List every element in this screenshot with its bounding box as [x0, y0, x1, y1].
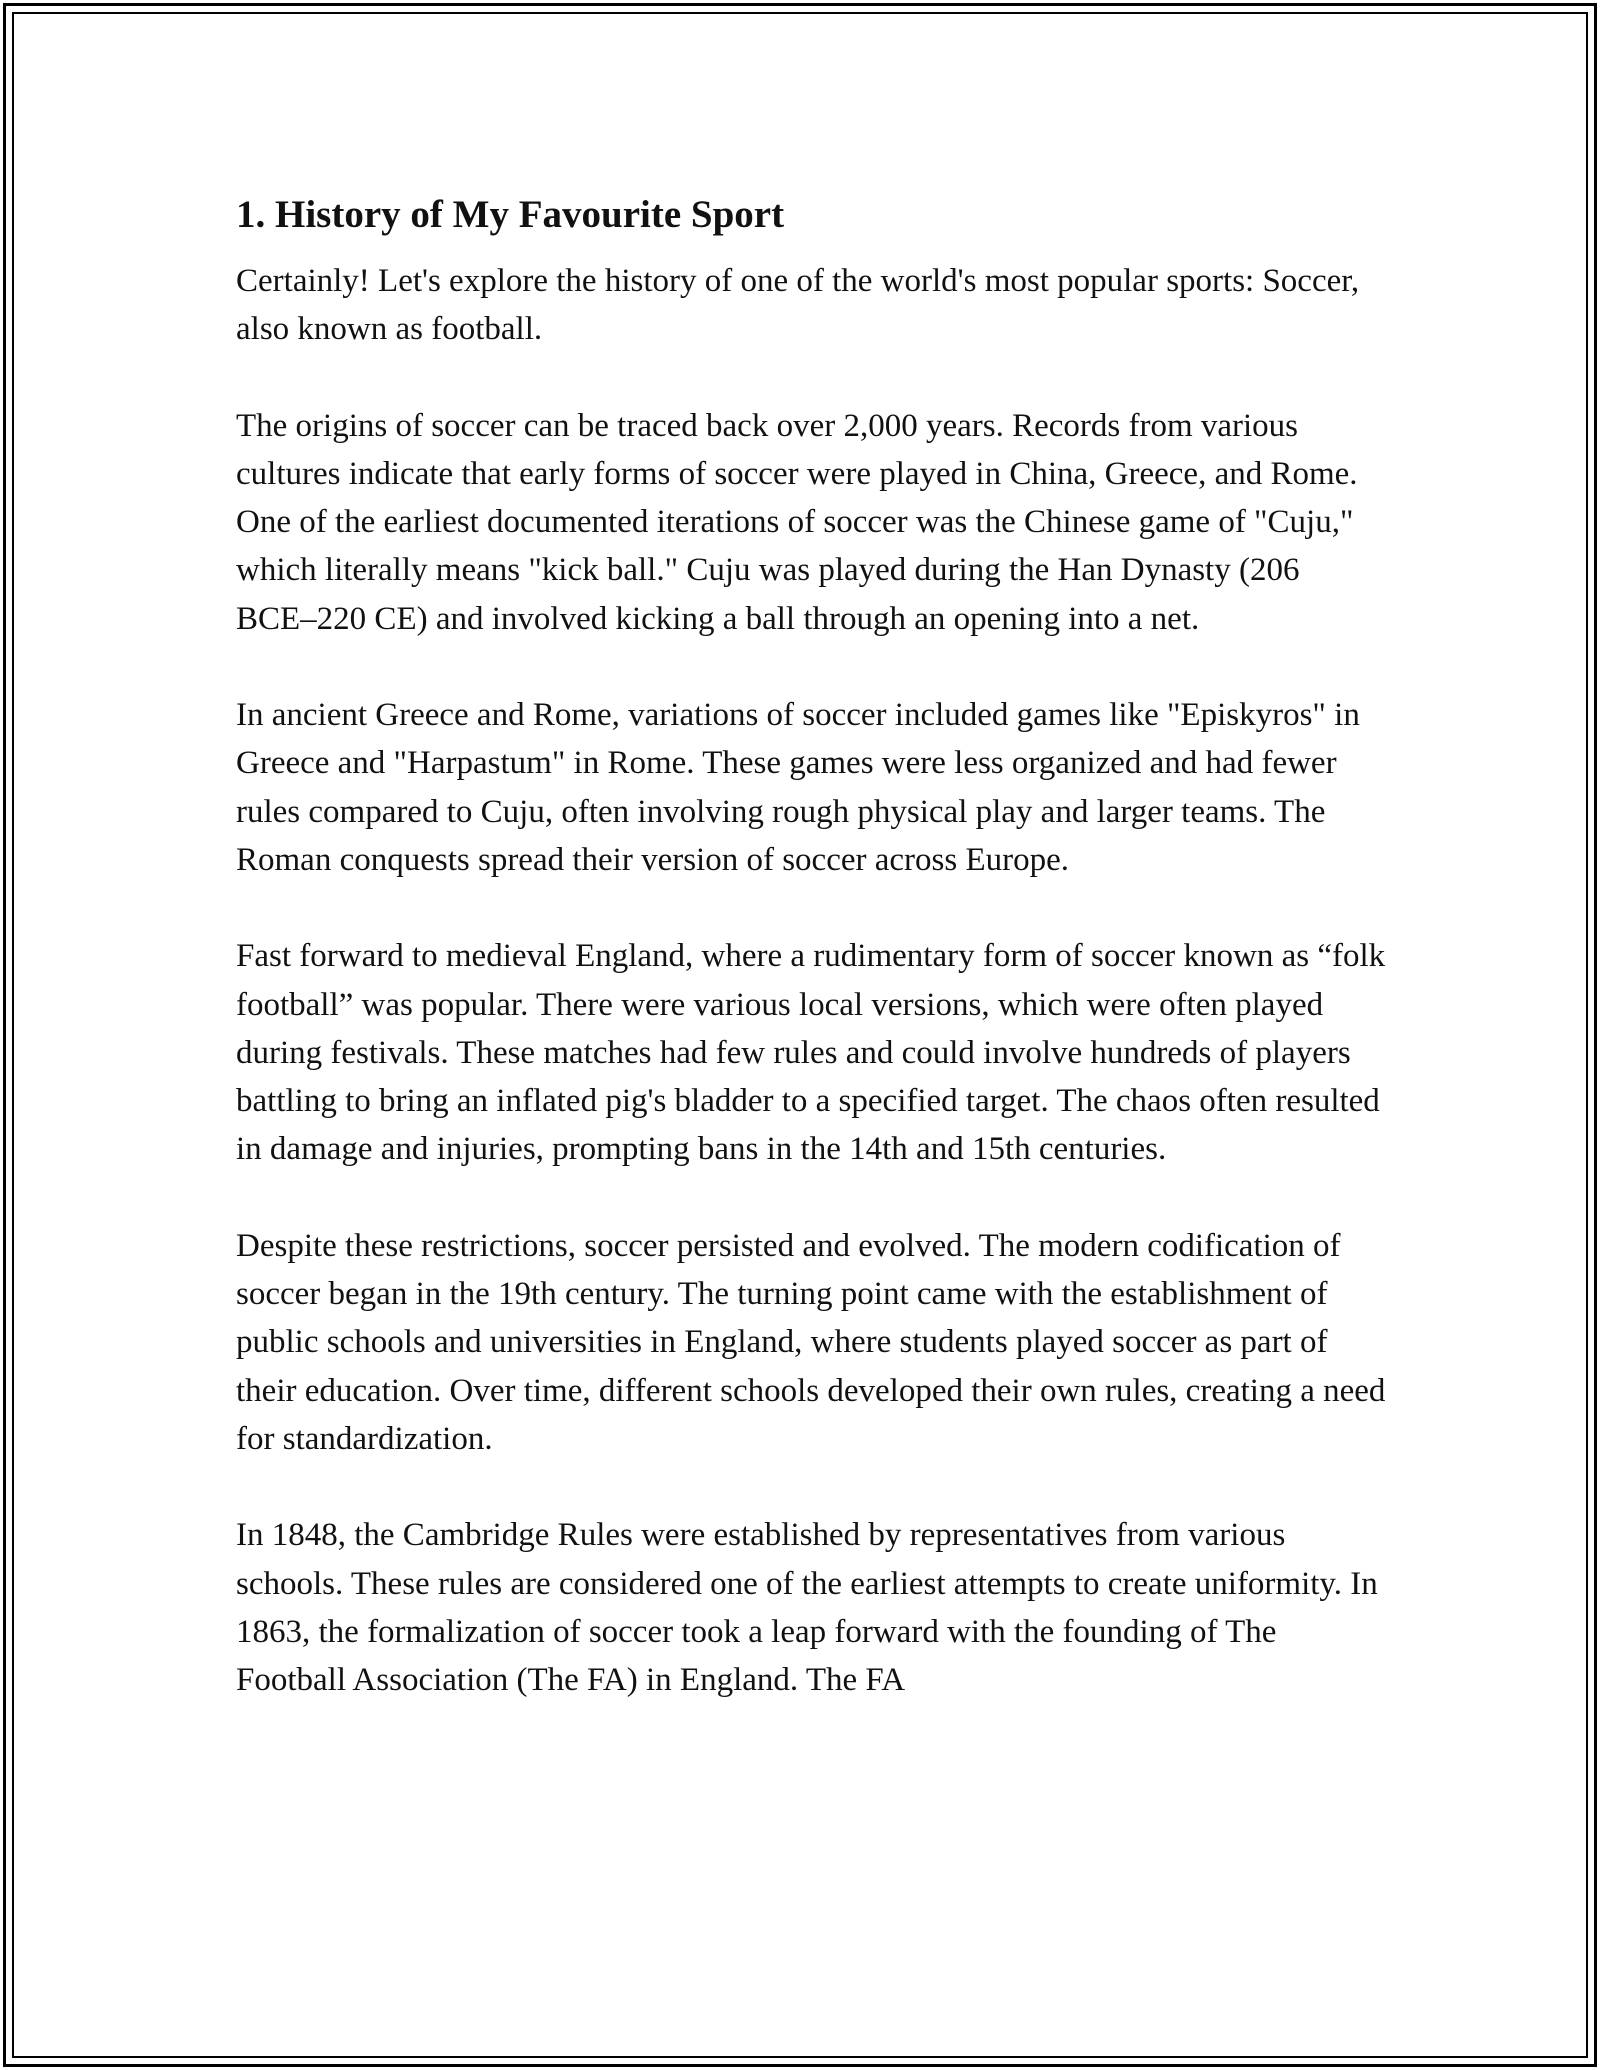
paragraph-cambridge-rules: In 1848, the Cambridge Rules were established by representatives from various schools. These rules are considered one of the earliest attempts to create uniformity. In 1863, the formalization of soccer took a leap forward with the founding of The Football Association (The FA) in England. The FA — [236, 1517, 1378, 1699]
section-heading: 1. History of My Favourite Sport — [236, 193, 785, 236]
paragraph-medieval-england: Fast forward to medieval England, where a rudimentary form of soccer known as “folk football” was popular. There were various local versions, which were often played during festivals. These matches had few rules and could involve hundreds of players battling to bring an inflated pig's bladder to a specified target. The chaos often resulted in damage and injuries, prompting bans in the 14th and 15th centuries. — [236, 938, 1386, 1168]
paragraph-greece-rome: In ancient Greece and Rome, variations of soccer included games like "Episkyros" in Greece and "Harpastum" in Rome. These games were less organized and had fewer rules compared to Cuju, often involving rough physical play and larger teams. The Roman conquests spread their version of soccer across Europe. — [236, 697, 1360, 878]
paragraph-intro: Certainly! Let's explore the history of one of the world's most popular sports: Soccer, also known as football. — [236, 263, 1360, 348]
document-body — [236, 185, 1386, 1752]
paragraph-codification: Despite these restrictions, soccer persisted and evolved. The modern codification of soccer began in the 19th century. The turning point came with the establishment of public schools and universities in England, where students played soccer as part of their education. Over time, different schools developed their own rules, creating a need for standardization. — [236, 1227, 1386, 1457]
paragraph-origins: The origins of soccer can be traced back over 2,000 years. Records from various cultures indicate that early forms of soccer were played in China, Greece, and Rome. One of the earliest documented iterations of soccer was the Chinese game of "Cuju," which literally means "kick ball." Cuju was played during the Han Dynasty (206 BCE–220 CE) and involved kicking a ball through an opening into a net. — [236, 407, 1358, 637]
